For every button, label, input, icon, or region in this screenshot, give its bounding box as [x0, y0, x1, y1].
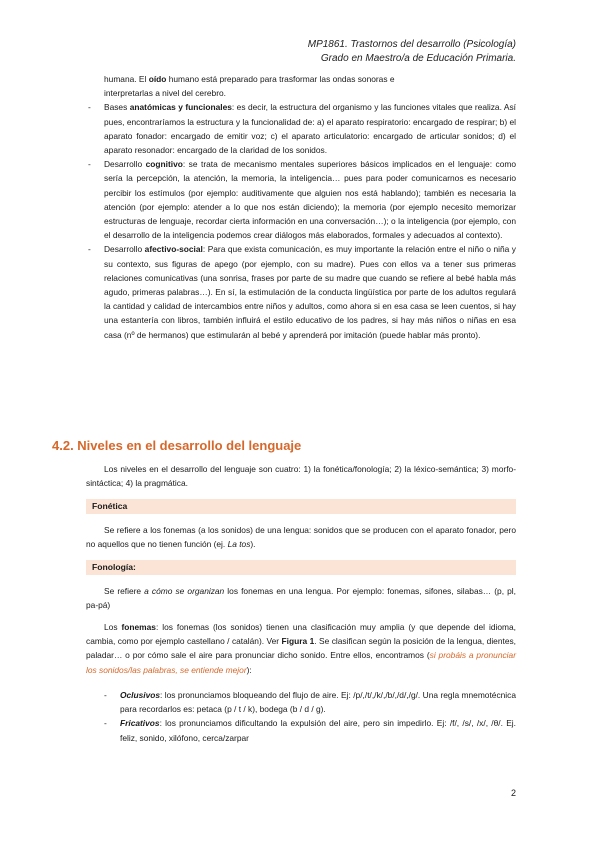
page-header [308, 38, 516, 66]
degree-title: Grado en Maestro/a de Educación Primaria. [320, 53, 516, 64]
top-content [86, 72, 516, 342]
fonemas-list [86, 688, 516, 745]
fonetica-text: Se refiere a los fonemas (a los sonidos) de una lengua: sonidos que se producen con el aparato fonador, pero no aquellos que no tienen función (ej. La tos). [86, 525, 516, 550]
section-title: 4.2. Niveles en el desarrollo del lenguaje [52, 438, 302, 453]
course-title: MP1861. Trastornos del desarrollo (Psicología) [307, 39, 516, 50]
fonologia-subheading: Fonología: [86, 560, 516, 575]
fonetica-subheading: Fonética [86, 499, 516, 514]
continued-paragraph: humana. El oído humano está preparado para trasformar las ondas sonoras e interpretarlas a nivel del cerebro. [104, 74, 395, 99]
bullet-anatomicas: - Bases anatómicas y funcionales: es decir, la estructura del organismo y las funciones vitales que realiza. Así pues, encontraríamos la estructura y la funcionalidad de: a) el aparato respiratorio: encargado de respirar; b) el aparato fonador: encargado de emitir voz; c) el aparato articulatorio: encargado de articular sonidos; d) el aparato resonador: encargado de la claridad de los sonidos. [88, 102, 516, 156]
list-item-fricativos: - Fricativos: los pronunciamos dificultando la expulsión del aire, pero sin impedirlo. Ej: /f/, /s/, /x/, /θ/. Ej. feliz, sonido, xilófono, cerca/zarpar [104, 718, 516, 743]
list-item-oclusivos: - Oclusivos: los pronunciamos bloqueando del flujo de aire. Ej: /p/,/t/,/k/,/b/,/d/,/g/. Una regla mnemotécnica para recordarlos es: petaca (p / t / k), bodega (b / d / g). [104, 690, 516, 715]
bullet-afectivo-social: - Desarrollo afectivo-social: Para que exista comunicación, es muy importante la relación entre el niño o niña y su contexto, sus figuras de apego (por ejemplo, con su madre). Pues con ellos va a tener sus primeras relaciones comunicativas (una sonrisa, frases por parte de su madre que cuando se refiere al bebé habla más agudo, primeras palabras…). En sí, la estimulación de la conducta lingüística por parte de los adultos regulará la cantidad y calidad de intercambios entre niños y adultos, como ahora si en esa casa se leen cuentos, si hay una estantería con libros, también influirá el estilo educativo de los padres, si hay más niños o niñas en esa casa (nº de hermanos) que estimularán al bebé y aprenderá por imitación (puede hablar más pronto). [88, 244, 516, 340]
fonologia-paragraph-2: Los fonemas: los fonemas (los sonidos) tienen una clasificación muy amplia (y que depende del idioma, cambia, como por ejemplo castellano / catalán). Ver Figura 1. Se clasifican según la posición de la lengua, dientes, paladar… o por cómo sale el aire para pronunciar dicho sonido. Entre ellos, encontramos (si probáis a pronunciar los sonidos/las palabras, se entiende mejor): [86, 622, 516, 675]
page-number: 2 [510, 788, 516, 798]
section-intro: Los niveles en el desarrollo del lenguaje son cuatro: 1) la fonética/fonología; 2) la léxico-semántica; 3) morfo-sintáctica; 4) la pragmática. [86, 464, 516, 489]
fonologia-paragraph-1: Se refiere a cómo se organizan los fonemas en una lengua. Por ejemplo: fonemas, sifones, silabas… (p, pl, pa-pá) [86, 586, 516, 611]
bullet-cognitivo: - Desarrollo cognitivo: se trata de mecanismo mentales superiores básicos implicados en el lenguaje: como sería la percepción, la atención, la memoria, la inteligencia… pues para poder comunicarnos es necesario percibir los estímulos (por ejemplo: auditivamente que alguien nos está hablando); también es necesaria la atención (por ejemplo: atender a lo que nos están diciendo); la memoria (por ejemplo necesito memorizar estructuras de lenguaje, recordar cierta información en una conversación…); o la inteligencia (por ejemplo, con el desarrollo de la inteligencia podemos crear diálogos más elaborados, formales y adecuados al contexto). [88, 159, 516, 241]
